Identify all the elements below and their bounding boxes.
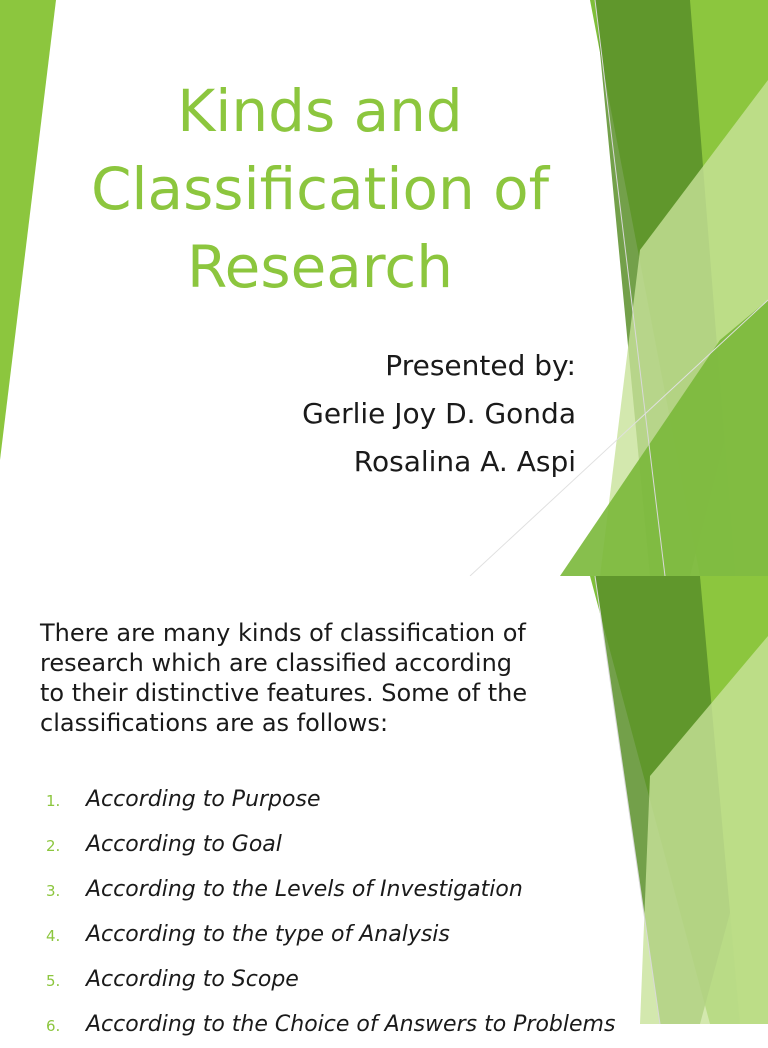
intro-line: research which are classified according — [40, 649, 513, 677]
list-number: 4. — [46, 927, 61, 945]
presented-by-label: Presented by: — [385, 349, 576, 382]
list-number: 2. — [46, 837, 61, 855]
presenter-name: Rosalina A. Aspi — [353, 445, 576, 478]
list-text: According to the type of Analysis — [86, 922, 450, 947]
list-text: According to Purpose — [86, 787, 321, 812]
list-number: 6. — [46, 1017, 61, 1035]
list-item — [46, 823, 615, 868]
title-line: Classification of — [90, 155, 550, 223]
list-item — [46, 778, 615, 823]
content-slide — [0, 576, 768, 1037]
presenter-name: Gerlie Joy D. Gonda — [302, 397, 576, 430]
list-text: According to the Levels of Investigation — [86, 877, 523, 902]
intro-line: There are many kinds of classification of — [40, 619, 526, 647]
classification-list — [46, 778, 615, 1048]
list-number: 3. — [46, 882, 61, 900]
list-item — [46, 913, 615, 958]
list-number: 5. — [46, 972, 61, 990]
list-text: According to Scope — [86, 967, 299, 992]
list-number: 1. — [46, 792, 61, 810]
list-item — [46, 958, 615, 1003]
title-line: Research — [186, 233, 454, 301]
intro-line: classifications are as follows: — [40, 709, 389, 737]
presenters-block — [302, 342, 576, 486]
list-text: According to Goal — [86, 832, 282, 857]
intro-line: to their distinctive features. Some of the — [40, 679, 528, 707]
slide-title — [40, 72, 600, 306]
list-text: According to the Choice of Answers to Problems — [86, 1012, 616, 1037]
intro-paragraph — [40, 618, 600, 738]
list-item — [46, 868, 615, 913]
list-item — [46, 1003, 615, 1048]
title-line: Kinds and — [177, 77, 463, 145]
